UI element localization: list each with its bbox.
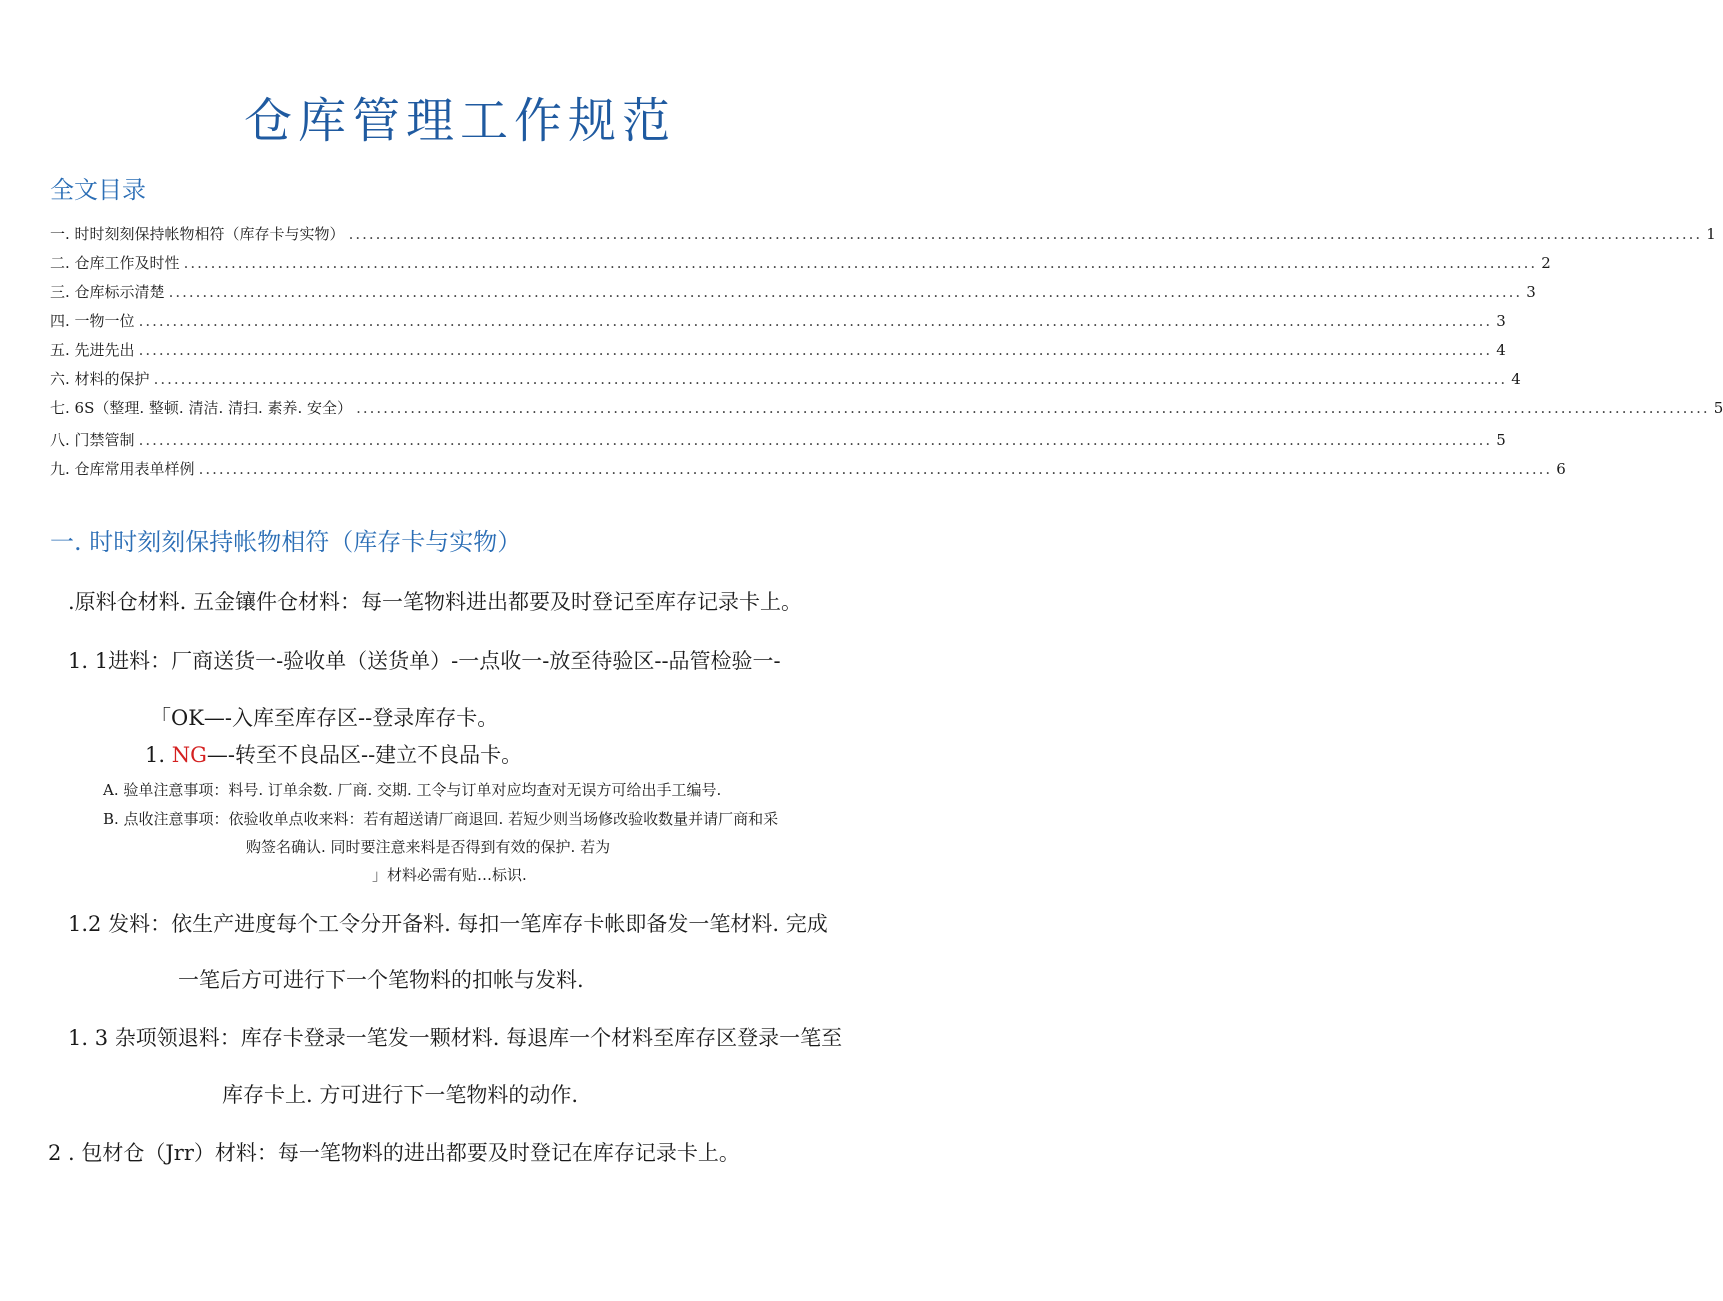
toc-item-number: 五 [50,341,66,359]
toc-leader-dots: ........................................................................................................................................................................................................ [138,341,1493,359]
toc-item[interactable] [50,365,1521,394]
note-b-line2: 购签名确认. 同时要注意来料是否得到有效的保护. 若为 [246,838,611,856]
toc-item[interactable] [50,220,1716,249]
toc-item-number: 九 [50,460,66,478]
paragraph-1-3-line1: 1. 3 杂项领退料：库存卡登录一笔发一颗材料. 每退库一个材料至库存区登录一笔至 [68,1026,843,1050]
toc-item-number: 二 [50,254,66,272]
ng-line [145,739,522,769]
toc-leader-dots: ........................................................................................................................................................................................................ [348,225,1703,243]
page-title: 仓库管理工作规范 [243,93,676,149]
toc-item-number: 一 [50,225,66,243]
toc-item-page: 4 [1511,370,1521,388]
toc-item-label: . 6S（整理. 整顿. 清洁. 清扫. 素养. 安全） [65,399,353,417]
paragraph-1-2-line2: 一笔后方可进行下一个笔物料的扣帐与发料. [178,968,584,992]
toc-leader-dots: ........................................................................................................................................................................................................ [138,431,1493,449]
toc-item[interactable] [50,394,1723,423]
section-heading: 一. 时时刻刻保持帐物相符（库存卡与实物） [50,528,522,556]
paragraph-1-3-line2: 库存卡上. 方可进行下一笔物料的动作. [222,1083,579,1107]
toc-item-label: . 先进先出 [65,341,135,359]
toc-item[interactable] [50,426,1506,455]
toc-item-label: . 仓库标示清楚 [65,283,165,301]
toc-item-number: 七 [50,399,66,417]
toc-item-page: 3 [1526,283,1536,301]
ng-prefix: 1. [145,743,172,767]
toc-item[interactable] [50,278,1536,307]
toc-item-page: 5 [1713,399,1723,417]
toc-item-number: 六 [50,370,66,388]
toc-item[interactable] [50,249,1551,278]
toc-item-page: 2 [1541,254,1551,272]
ng-rest: —-转至不良品区--建立不良品卡。 [206,743,523,767]
toc-item-label: . 时时刻刻保持帐物相符（库存卡与实物） [65,225,345,243]
toc-item[interactable] [50,336,1506,365]
toc-item[interactable] [50,455,1566,484]
toc-leader-dots: ........................................................................................................................................................................................................ [153,370,1508,388]
note-b-line3: 」材料必需有贴…标识. [372,866,527,884]
toc-item-page: 1 [1706,225,1716,243]
toc-leader-dots: ........................................................................................................................................................................................................ [168,283,1523,301]
toc-heading: 全文目录 [50,176,146,204]
toc-item-label: . 仓库常用表单样例 [65,460,195,478]
toc-leader-dots: ........................................................................................................................................................................................................ [356,399,1710,417]
ok-line: 「OK—-入库至库存区--登录库存卡。 [150,706,499,730]
toc-item[interactable] [50,307,1506,336]
paragraph-intro: .原料仓材料. 五金镶件仓材料：每一笔物料进出都要及时登记至库存记录卡上。 [68,590,803,614]
paragraph-1-1: 1. 1进料：厂商送货一-验收单（送货单）-一点收一-放至待验区--品管检验一- [68,649,781,673]
toc-item-page: 3 [1496,312,1506,330]
toc-item-label: . 仓库工作及时性 [65,254,180,272]
note-b-line1: B. 点收注意事项：依验收单点收来料：若有超送请厂商退回. 若短少则当场修改验收数量并请厂商和采 [103,810,779,828]
toc-leader-dots: ........................................................................................................................................................................................................ [183,254,1538,272]
table-of-contents [50,220,1723,484]
toc-leader-dots: ........................................................................................................................................................................................................ [198,460,1553,478]
toc-leader-dots: ........................................................................................................................................................................................................ [138,312,1493,330]
toc-item-number: 四 [50,312,66,330]
paragraph-1-2-line1: 1.2 发料：依生产进度每个工令分开备料. 每扣一笔库存卡帐即备发一笔材料. 完成 [68,912,828,936]
toc-item-number: 三 [50,283,66,301]
toc-item-page: 6 [1556,460,1566,478]
toc-item-number: 八 [50,431,66,449]
toc-item-label: . 材料的保护 [65,370,150,388]
ng-word: NG [171,743,207,767]
toc-item-page: 5 [1496,431,1506,449]
paragraph-2: 2 . 包材仓（Jrr）材料：每一笔物料的进出都要及时登记在库存记录卡上。 [48,1141,740,1165]
toc-item-page: 4 [1496,341,1506,359]
toc-item-label: . 门禁管制 [65,431,135,449]
toc-item-label: . 一物一位 [65,312,135,330]
note-a: A. 验单注意事项：料号. 订单余数. 厂商. 交期. 工令与订单对应均查对无误方可给出手工编号. [103,781,722,799]
